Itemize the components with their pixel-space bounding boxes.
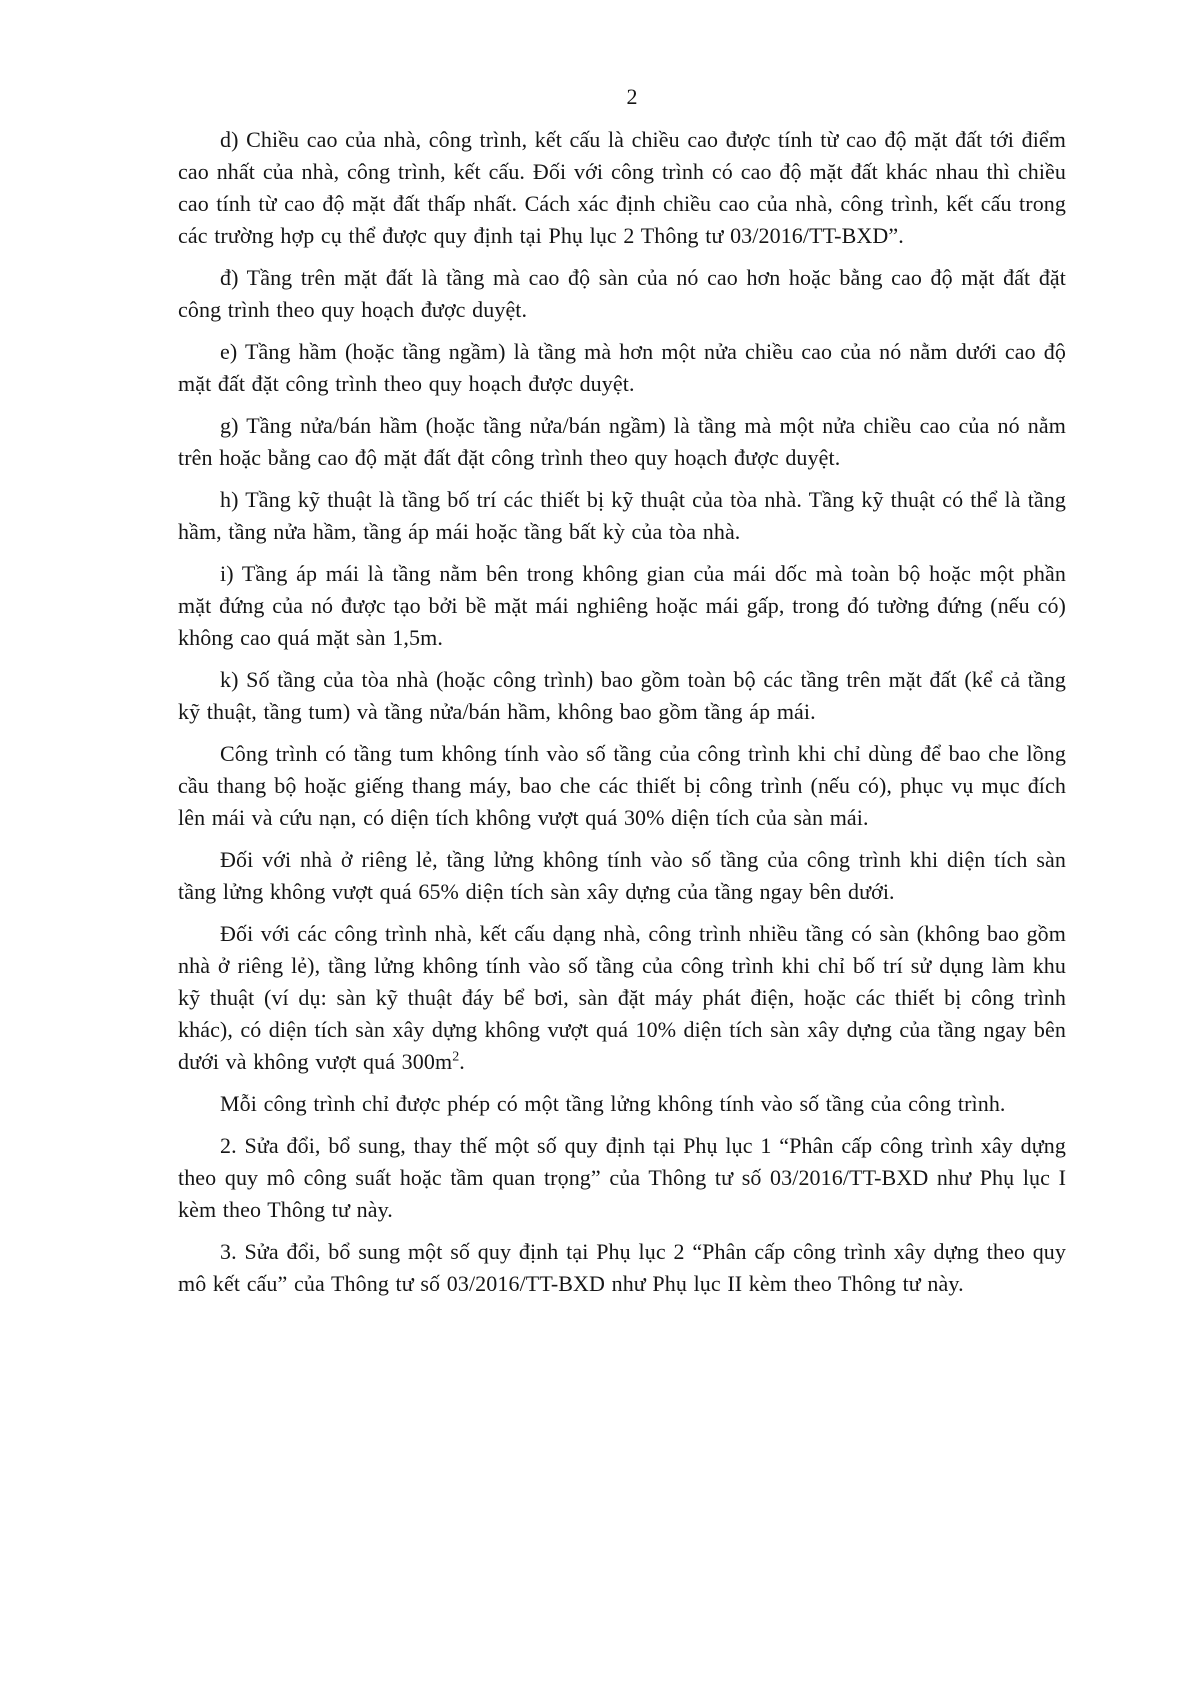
paragraph-point-h [178,484,1066,548]
document-body [178,124,1066,1310]
paragraph-para-mot-tang-lung [178,1088,1066,1120]
paragraph-text: đ) Tầng trên mặt đất là tầng mà cao độ sàn của nó cao hơn hoặc bằng cao độ mặt đất đặt công trình theo quy hoạch được duyệt. [178,265,1066,322]
paragraph-text: e) Tầng hầm (hoặc tầng ngầm) là tầng mà hơn một nửa chiều cao của nó nằm dưới cao độ mặt đất đặt công trình theo quy hoạch được duyệt. [178,339,1066,396]
superscript-text: 2 [452,1049,460,1065]
paragraph-item-2 [178,1130,1066,1226]
paragraph-point-g [178,410,1066,474]
paragraph-text: h) Tầng kỹ thuật là tầng bố trí các thiết bị kỹ thuật của tòa nhà. Tầng kỹ thuật có thể là tầng hầm, tầng nửa hầm, tầng áp mái hoặc tầng bất kỳ của tòa nhà. [178,487,1066,544]
paragraph-text: k) Số tầng của tòa nhà (hoặc công trình) bao gồm toàn bộ các tầng trên mặt đất (kể cả tầng kỹ thuật, tầng tum) và tầng nửa/bán hầm, không bao gồm tầng áp mái. [178,667,1066,724]
paragraph-para-cong-trinh-nha [178,918,1066,1078]
paragraph-point-e [178,336,1066,400]
paragraph-para-tang-tum [178,738,1066,834]
page-number: 2 [626,84,638,109]
paragraph-point-d [178,124,1066,252]
paragraph-text: g) Tầng nửa/bán hầm (hoặc tầng nửa/bán ngầm) là tầng mà một nửa chiều cao của nó nằm trên hoặc bằng cao độ mặt đất đặt công trình theo quy hoạch được duyệt. [178,413,1066,470]
paragraph-point-dd [178,262,1066,326]
paragraph-text: Mỗi công trình chỉ được phép có một tầng lửng không tính vào số tầng của công trình. [220,1091,1006,1116]
paragraph-text: . [459,1049,465,1074]
paragraph-item-3 [178,1236,1066,1300]
paragraph-text: d) Chiều cao của nhà, công trình, kết cấu là chiều cao được tính từ cao độ mặt đất tới điểm cao nhất của nhà, công trình, kết cấu. Đối với công trình có cao độ mặt đất khác nhau thì chiều cao tính từ cao độ mặt đất thấp nhất. Cách xác định chiều cao của nhà, công trình, kết cấu trong các trường hợp cụ thể được quy định tại Phụ lục 2 Thông tư 03/2016/TT-BXD”. [178,127,1066,248]
paragraph-text: 2. Sửa đổi, bổ sung, thay thế một số quy định tại Phụ lục 1 “Phân cấp công trình xây dựng theo quy mô công suất hoặc tầm quan trọng” của Thông tư số 03/2016/TT-BXD như Phụ lục I kèm theo Thông tư này. [178,1133,1066,1222]
paragraph-point-k [178,664,1066,728]
paragraph-text: Công trình có tầng tum không tính vào số tầng của công trình khi chỉ dùng để bao che lồng cầu thang bộ hoặc giếng thang máy, bao che các thiết bị công trình (nếu có), phục vụ mục đích lên mái và cứu nạn, có diện tích không vượt quá 30% diện tích của sàn mái. [178,741,1066,830]
paragraph-point-i [178,558,1066,654]
paragraph-text: 3. Sửa đổi, bổ sung một số quy định tại Phụ lục 2 “Phân cấp công trình xây dựng theo quy mô kết cấu” của Thông tư số 03/2016/TT-BXD như Phụ lục II kèm theo Thông tư này. [178,1239,1066,1296]
paragraph-text: Đối với nhà ở riêng lẻ, tầng lửng không tính vào số tầng của công trình khi diện tích sàn tầng lửng không vượt quá 65% diện tích sàn xây dựng của tầng ngay bên dưới. [178,847,1066,904]
paragraph-text: i) Tầng áp mái là tầng nằm bên trong không gian của mái dốc mà toàn bộ hoặc một phần mặt đứng của nó được tạo bởi bề mặt mái nghiêng hoặc mái gấp, trong đó tường đứng (nếu có) không cao quá mặt sàn 1,5m. [178,561,1066,650]
paragraph-text: Đối với các công trình nhà, kết cấu dạng nhà, công trình nhiều tầng có sàn (không bao gồm nhà ở riêng lẻ), tầng lửng không tính vào số tầng của công trình khi chỉ bố trí sử dụng làm khu kỹ thuật (ví dụ: sàn kỹ thuật đáy bể bơi, sàn đặt máy phát điện, hoặc các thiết bị công trình khác), có diện tích sàn xây dựng không vượt quá 10% diện tích sàn xây dựng của tầng ngay bên dưới và không vượt quá 300m [178,921,1066,1074]
paragraph-para-nha-rieng-le [178,844,1066,908]
